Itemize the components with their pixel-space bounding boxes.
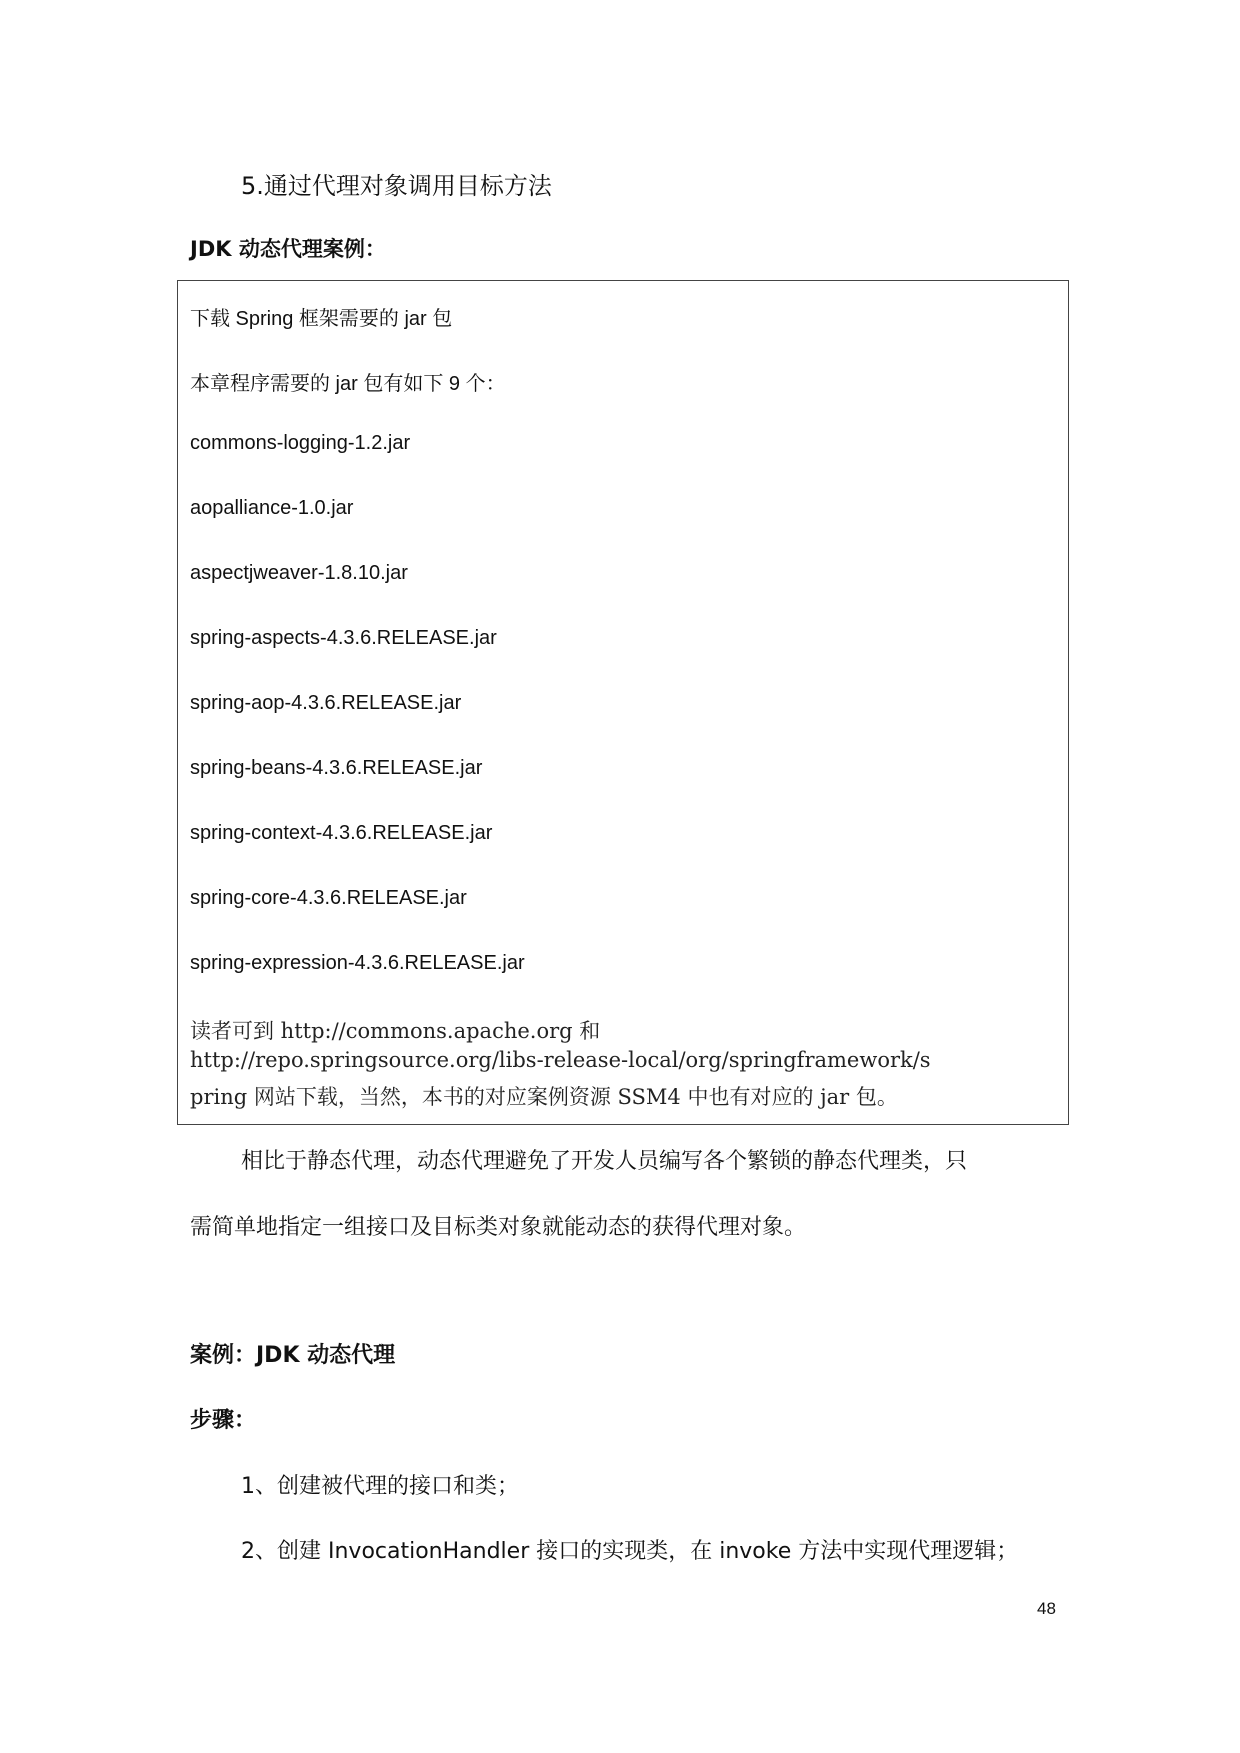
case-title: 案例：JDK 动态代理: [190, 1343, 396, 1368]
jar-item: commons-logging-1.2.jar: [190, 432, 411, 454]
jar-item: aspectjweaver-1.8.10.jar: [190, 562, 408, 584]
paragraph-line-1: 相比于静态代理，动态代理避免了开发人员编写各个繁锁的静态代理类，只: [241, 1149, 968, 1174]
jar-item: spring-core-4.3.6.RELEASE.jar: [190, 887, 467, 909]
jar-item: spring-expression-4.3.6.RELEASE.jar: [190, 952, 525, 974]
jar-list-box: [177, 280, 1069, 1125]
page-number: 48: [1037, 1599, 1056, 1618]
jar-item: spring-aop-4.3.6.RELEASE.jar: [190, 692, 462, 714]
box-line-count: 本章程序需要的 jar 包有如下 9 个：: [190, 373, 506, 395]
step-2: 2、创建 InvocationHandler 接口的实现类，在 invoke 方法中实现代理逻辑；: [241, 1539, 1019, 1564]
step-1: 1、创建被代理的接口和类；: [241, 1474, 519, 1499]
steps-label: 步骤：: [190, 1408, 257, 1433]
jar-item: spring-aspects-4.3.6.RELEASE.jar: [190, 627, 497, 649]
box-line-download: 下载 Spring 框架需要的 jar 包: [190, 308, 453, 330]
jar-item: spring-context-4.3.6.RELEASE.jar: [190, 822, 493, 844]
download-note-line-1: 读者可到 http://commons.apache.org 和: [190, 1019, 601, 1043]
jar-item: spring-beans-4.3.6.RELEASE.jar: [190, 757, 483, 779]
download-note-line-2: http://repo.springsource.org/libs-release-local/org/springframework/s: [190, 1048, 931, 1072]
download-note-line-3: pring 网站下载，当然，本书的对应案例资源 SSM4 中也有对应的 jar 包。: [190, 1085, 898, 1109]
section-title: JDK 动态代理案例：: [190, 237, 386, 261]
jar-item: aopalliance-1.0.jar: [190, 497, 354, 519]
paragraph-line-2: 需简单地指定一组接口及目标类对象就能动态的获得代理对象。: [190, 1215, 807, 1240]
step-heading: 5.通过代理对象调用目标方法: [241, 172, 552, 200]
